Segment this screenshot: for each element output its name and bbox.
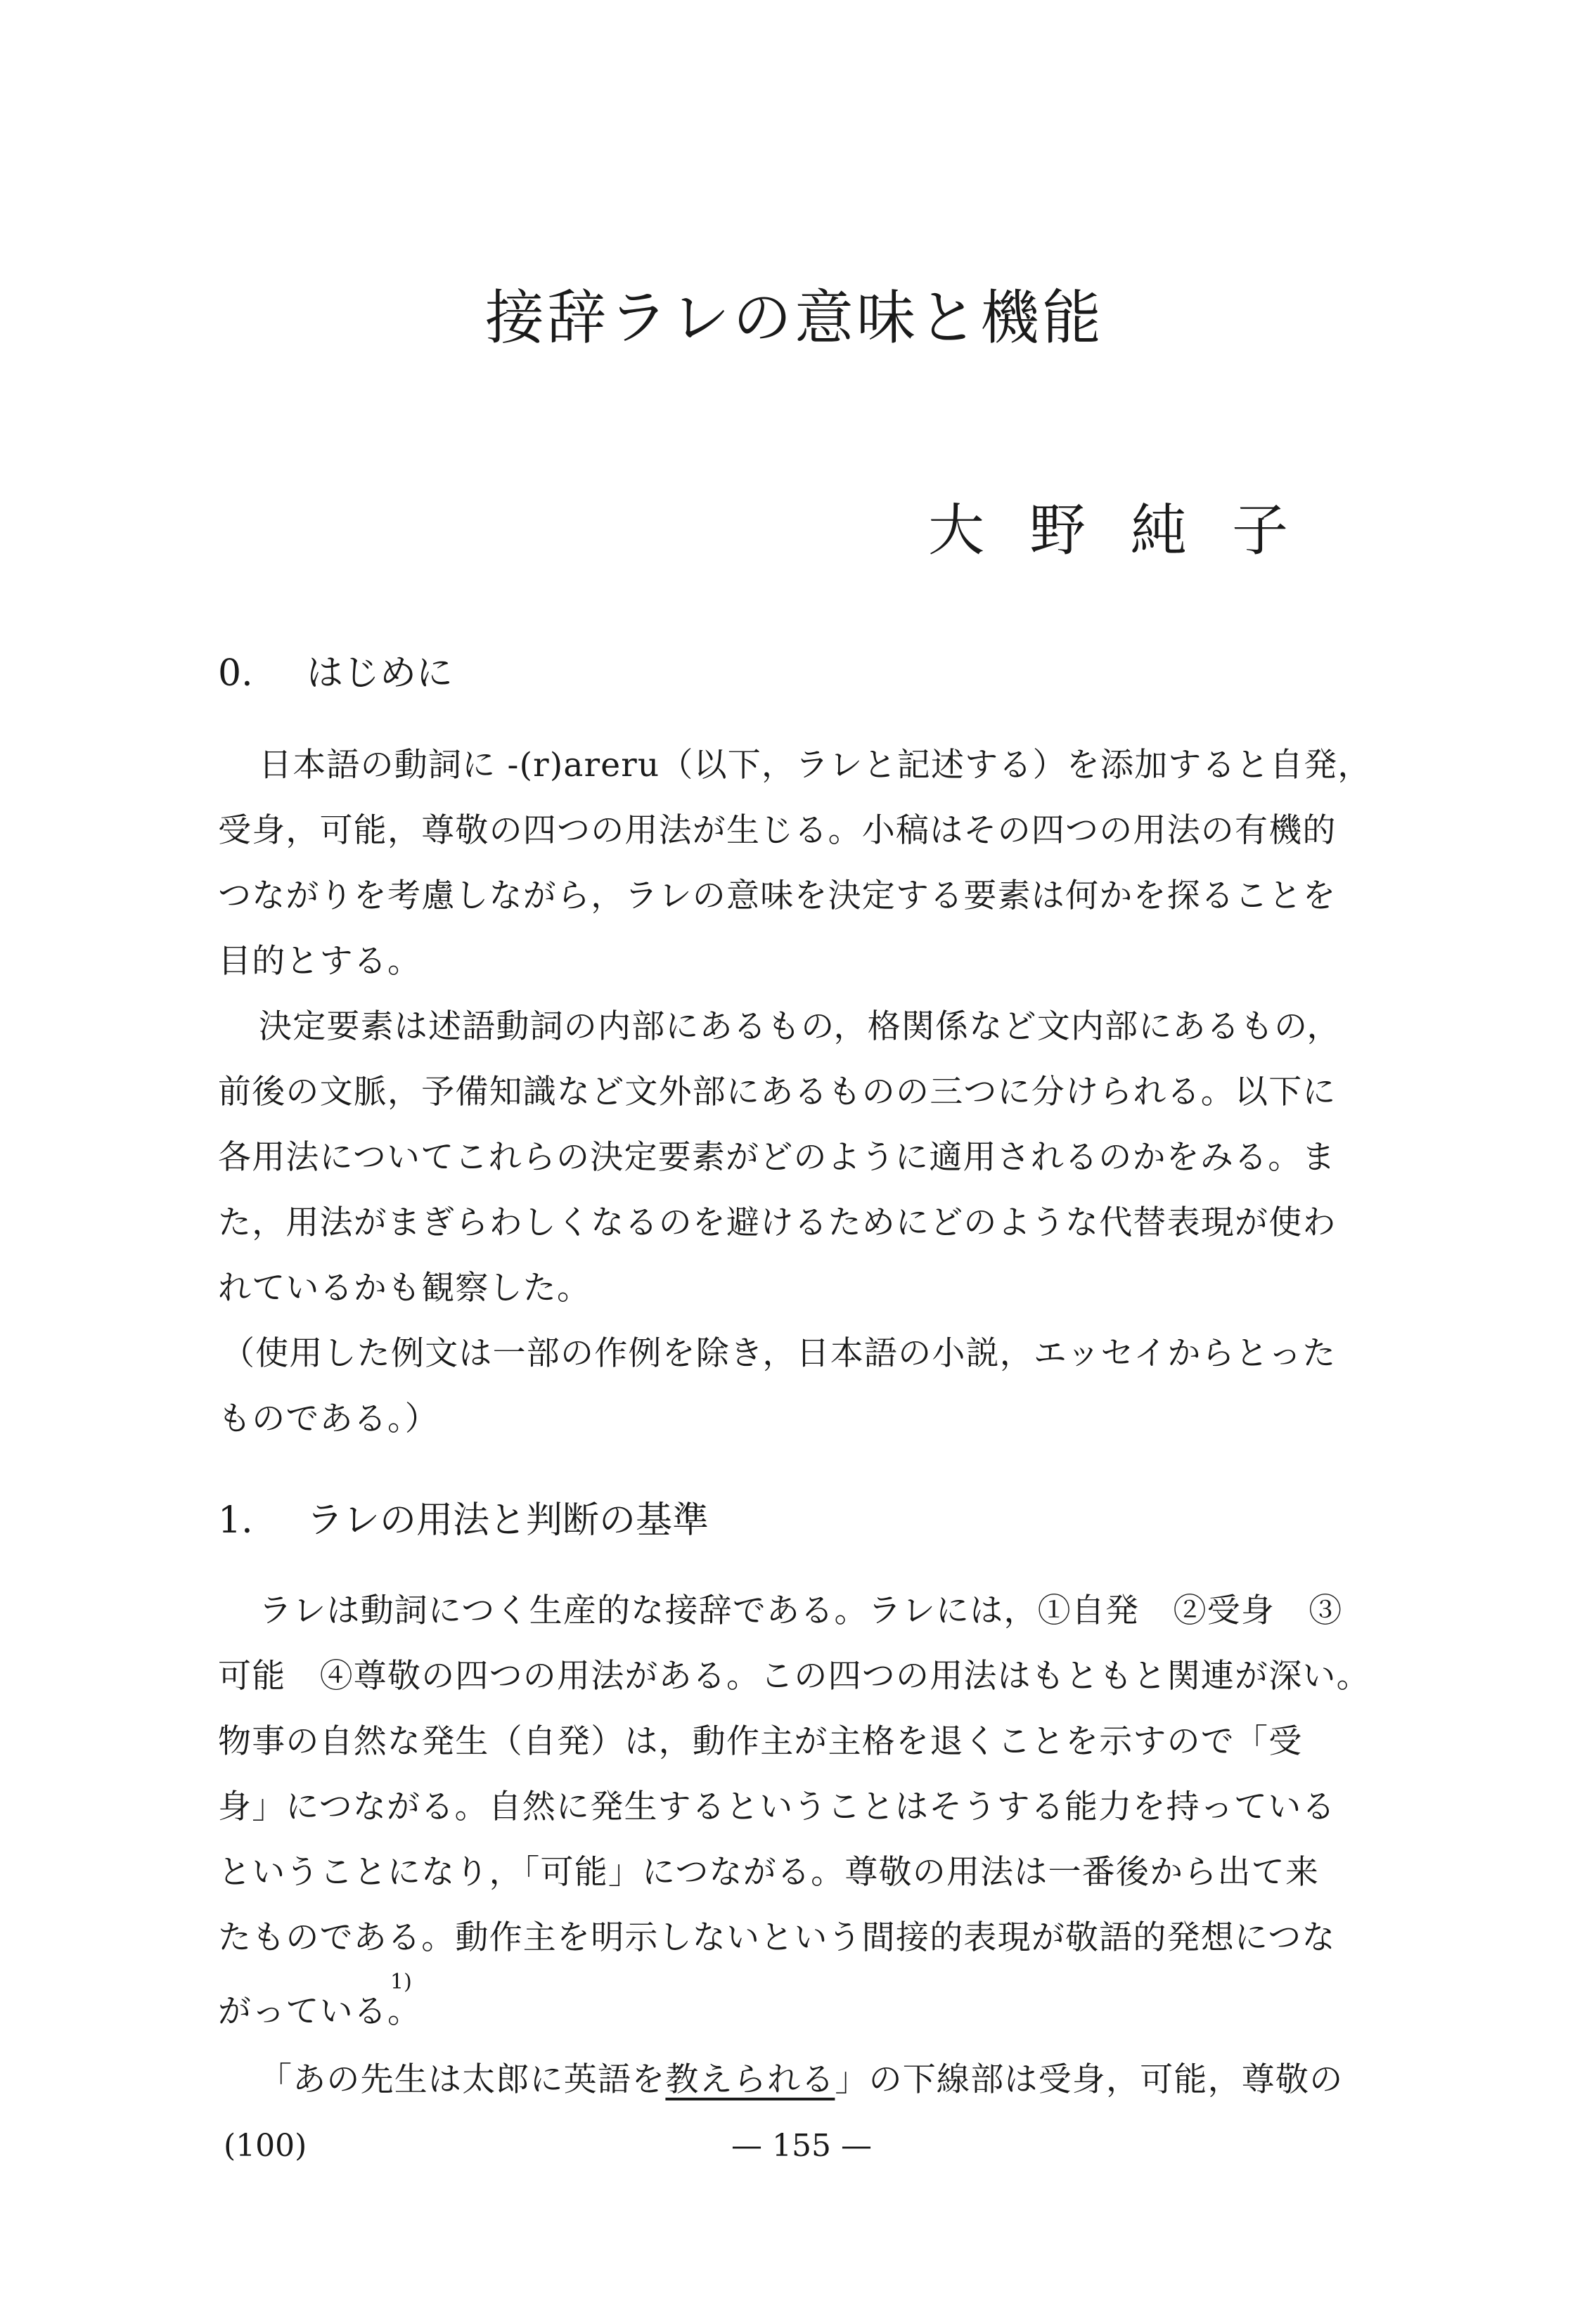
paragraph-line-last (259, 2060, 1344, 2099)
paragraph-line: 決定要素は述語動詞の内部にあるもの，格関係など文内部にあるもの， (259, 1007, 1341, 1046)
paragraph-line: 受身，可能，尊敬の四つの用法が生じる。小稿はその四つの用法の有機的 (218, 811, 1337, 850)
paragraph-line: 身」につながる。自然に発生するということはそうする能力を持っている (218, 1788, 1336, 1826)
paragraph-line: たものである。動作主を明示しないという間接的表現が敬語的発想につな (218, 1918, 1336, 1957)
paragraph-line: 前後の文脈，予備知識など文外部にあるものの三つに分けられる。以下に (218, 1073, 1337, 1111)
paragraph-line: 目的とする。 (218, 942, 422, 981)
paragraph-line: た，用法がまぎらわしくなるのを避けるためにどのような代替表現が使わ (218, 1203, 1337, 1242)
section-1-number: 1. (218, 1499, 253, 1542)
paper-title: 接辞ラレの意味と機能 (485, 283, 1105, 352)
paragraph-line: 可能 ④尊敬の四つの用法がある。この四つの用法はもともと関連が深い。 (218, 1657, 1370, 1696)
section-1-heading (218, 1490, 709, 1543)
paragraph-line: ラレは動詞につく生産的な接辞である。ラレには，①自発 ②受身 ③ (259, 1592, 1343, 1630)
paragraph-line: ものである。） (218, 1400, 439, 1438)
page-number: — 155 — (731, 2128, 872, 2164)
underlined-example: 教えられる (665, 2060, 835, 2099)
footer-volume-number: (100) (224, 2128, 307, 2164)
paragraph-line: つながりを考慮しながら，ラレの意味を決定する要素は何かを探ることを (218, 877, 1337, 915)
text-after-underline: 」の下線部は受身，可能，尊敬の (835, 2060, 1344, 2099)
paragraph-line: 物事の自然な発生（自発）は，動作主が主格を退くことを示すので「受 (218, 1722, 1303, 1761)
paragraph-line: （使用した例文は一部の作例を除き，日本語の小説，エッセイからとった (221, 1334, 1337, 1373)
paragraph-line: れているかも観察した。 (218, 1269, 591, 1308)
footnote-reference: 1) (390, 1970, 412, 1994)
section-0-title: はじめに (307, 652, 454, 695)
paragraph-line: 日本語の動詞に -(r)areru（以下，ラレと記述する）を添加すると自発， (259, 746, 1372, 785)
text-before-underline: 「あの先生は太郎に英語を (259, 2060, 666, 2099)
author-name: 大野純子 (928, 498, 1333, 563)
paragraph-line: がっている。 (218, 1992, 422, 2031)
paragraph-line: 各用法についてこれらの決定要素がどのように適用されるのかをみる。ま (218, 1138, 1336, 1177)
section-1-title: ラレの用法と判断の基準 (307, 1499, 709, 1542)
section-0-number: 0. (218, 652, 253, 695)
section-0-heading (218, 643, 453, 696)
paragraph-line: ということになり，「可能」につながる。尊敬の用法は一番後から出て来 (218, 1853, 1320, 1892)
